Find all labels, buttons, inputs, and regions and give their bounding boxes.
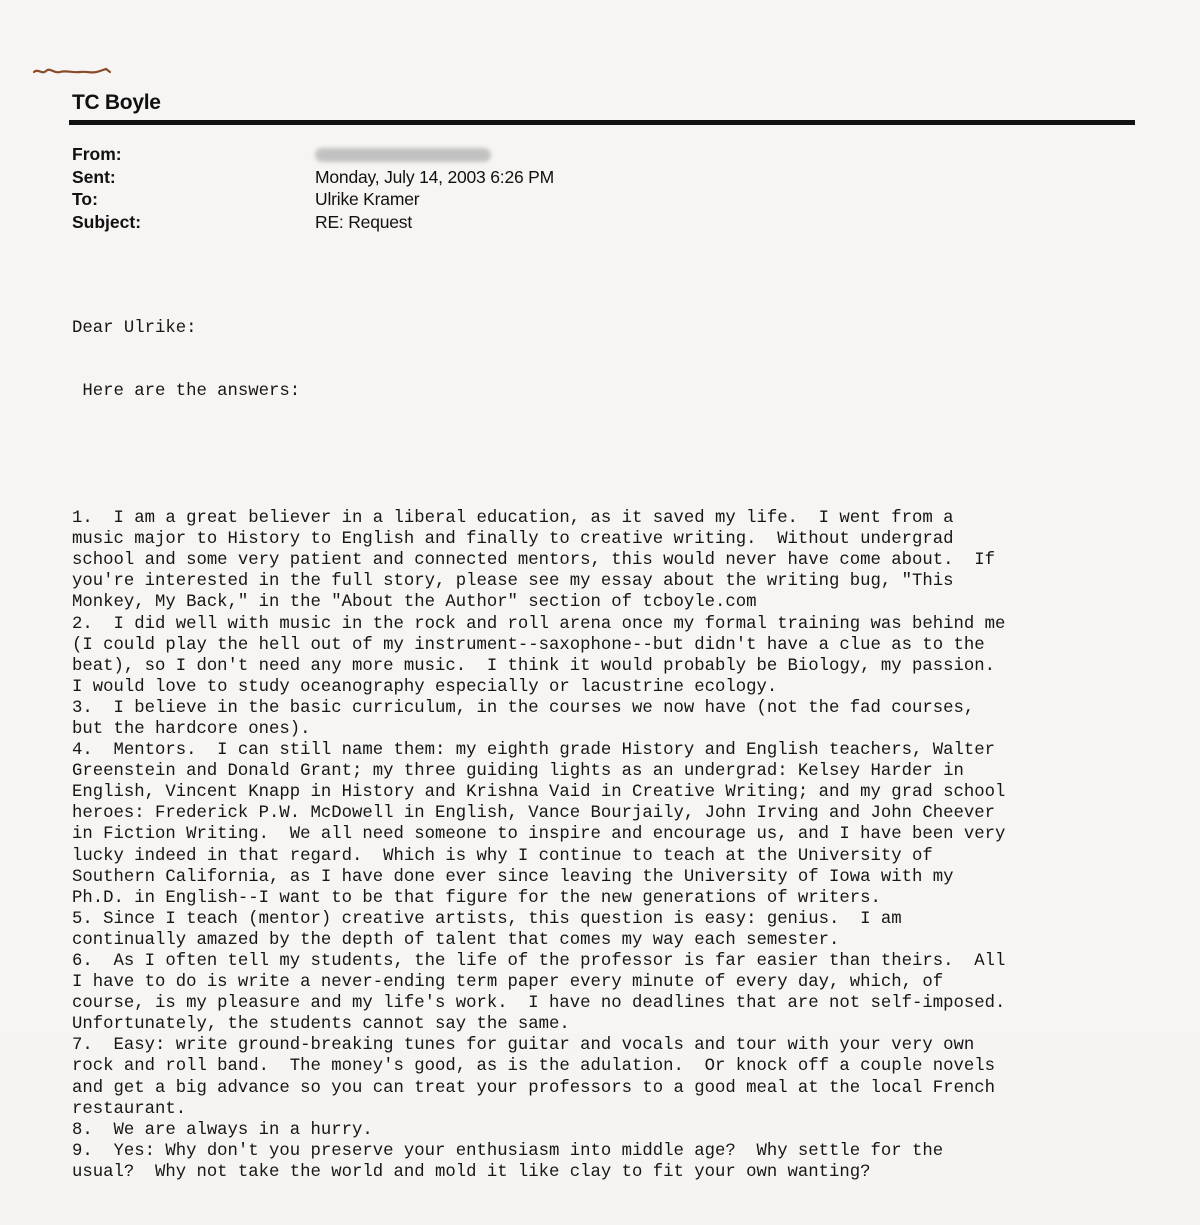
body-line: restaurant. [72, 1099, 187, 1119]
body-line: Monkey, My Back," in the "About the Author" section of tcboyle.com [72, 593, 757, 613]
body-line: lucky indeed in that regard. Which is why I continue to teach at the University of [72, 846, 933, 866]
subject-label: Subject: [72, 211, 142, 232]
body-line: 6. As I often tell my students, the life of the professor is far easier than theirs. All [72, 952, 1006, 971]
body-line: 9. Yes: Why don't you preserve your enthusiasm into middle age? Why settle for the [72, 1141, 944, 1161]
from-value-redacted [315, 143, 491, 166]
redaction-blur [315, 148, 491, 162]
body-line: English, Vincent Knapp in History and Krishna Vaid in Creative Writing; and my grad school [72, 783, 1006, 803]
pen-mark-icon [32, 66, 112, 78]
document-title: TC Boyle [72, 91, 161, 114]
email-header [72, 143, 772, 233]
title-divider [69, 120, 1135, 125]
body-line: 7. Easy: write ground-breaking tunes for guitar and vocals and tour with your very own [72, 1036, 975, 1056]
greeting: Dear Ulrike: [72, 319, 197, 339]
body-line: Ph.D. in English--I want to be that figure for the new generations of writers. [72, 888, 881, 908]
body-line: 3. I believe in the basic curriculum, in the courses we now have (not the fad courses, [72, 698, 975, 718]
answer-lines [72, 508, 1182, 1183]
sent-label: Sent: [72, 166, 116, 187]
paragraph-gap [72, 445, 1182, 466]
sent-value: Monday, July 14, 2003 6:26 PM [315, 166, 555, 187]
body-line: 5. Since I teach (mentor) creative artists, this question is easy: genius. I am [72, 909, 902, 929]
body-line: Greenstein and Donald Grant; my three guiding lights as an undergrad: Kelsey Harder in [72, 762, 964, 782]
body-line: but the hardcore ones). [72, 719, 311, 739]
body-line: 8. We are always in a hurry. [72, 1120, 373, 1140]
body-line: usual? Why not take the world and mold it like clay to fit your own wanting? [72, 1162, 871, 1182]
from-label: From: [72, 144, 122, 164]
body-line: rock and roll band. The money's good, as is the adulation. Or knock off a couple novels [72, 1057, 995, 1077]
body-line: 2. I did well with music in the rock and roll arena once my formal training was behind me [72, 614, 1006, 634]
body-line: course, is my pleasure and my life's work. I have no deadlines that are not self-imposed. [72, 994, 1006, 1014]
body-line: I have to do is write a never-ending term paper every minute of every day, which, of [72, 973, 944, 993]
body-line: I would love to study oceanography especially or lacustrine ecology. [72, 677, 778, 697]
body-line: you're interested in the full story, please see my essay about the writing bug, "This [72, 572, 954, 592]
email-body [72, 276, 1182, 1225]
sent-row [72, 166, 772, 189]
to-row [72, 188, 772, 211]
body-line: 1. I am a great believer in a liberal education, as it saved my life. I went from a [72, 509, 954, 529]
to-label: To: [72, 189, 98, 209]
body-line: Unfortunately, the students cannot say the same. [72, 1015, 570, 1035]
from-row [72, 143, 772, 166]
subject-row [72, 211, 772, 234]
body-line: in Fiction Writing. We all need someone to inspire and encourage us, and I have been very [72, 825, 1006, 845]
body-line: school and some very patient and connected mentors, this would never have come about. If [72, 551, 995, 571]
body-line: (I could play the hell out of my instrument--saxophone--but didn't have a clue as to the [72, 635, 985, 655]
body-line: and get a big advance so you can treat your professors to a good meal at the local French [72, 1078, 995, 1098]
body-line: continually amazed by the depth of talent that comes my way each semester. [72, 930, 840, 950]
to-value: Ulrike Kramer [315, 189, 420, 209]
body-line: heroes: Frederick P.W. McDowell in English, Vance Bourjaily, John Irving and John Cheever [72, 804, 995, 824]
subject-value: RE: Request [315, 211, 413, 232]
intro-line: Here are the answers: [72, 382, 301, 402]
body-line: music major to History to English and finally to creative writing. Without undergrad [72, 530, 954, 550]
body-line: Southern California, as I have done ever since leaving the University of Iowa with my [72, 867, 954, 887]
body-line: beat), so I don't need any more music. I think it would probably be Biology, my passion. [72, 656, 995, 676]
body-line: 4. Mentors. I can still name them: my eighth grade History and English teachers, Walter [72, 741, 995, 761]
